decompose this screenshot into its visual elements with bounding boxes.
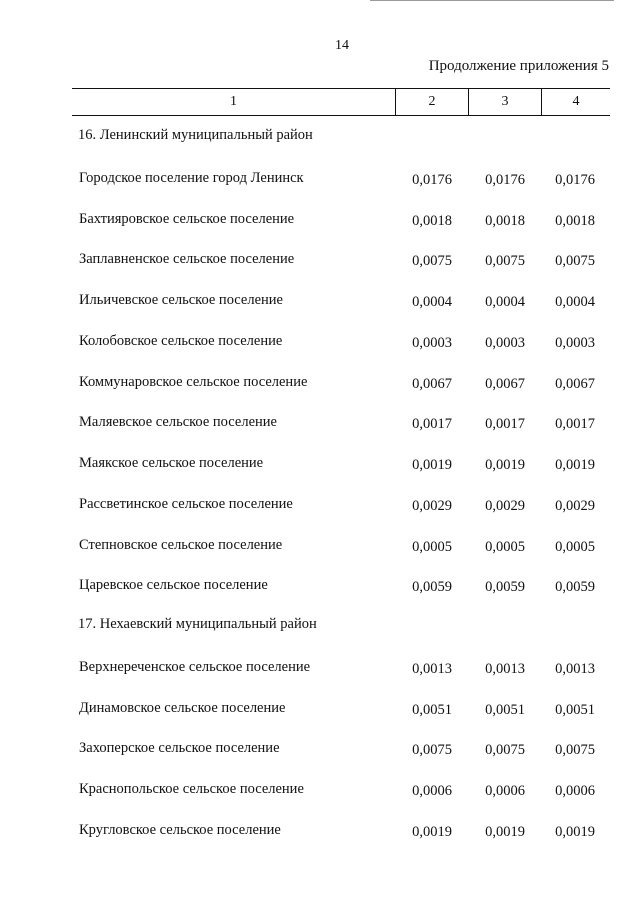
value-col-4: 0,0017: [555, 416, 595, 433]
value-col-2: 0,0176: [412, 171, 452, 188]
table-row: [0, 319, 640, 360]
value-col-4: 0,0006: [555, 783, 595, 799]
value-col-4: 0,0019: [555, 457, 595, 473]
value-col-2: 0,0075: [412, 742, 452, 759]
table-row: [0, 156, 640, 197]
value-col-4: 0,0029: [555, 497, 595, 514]
settlement-name: Краснопольское сельское поселение: [79, 781, 304, 797]
table-row: [0, 808, 640, 849]
page-number: 14: [335, 38, 349, 53]
continuation-label: Продолжение приложения 5: [428, 58, 609, 74]
value-col-4: 0,0176: [555, 171, 595, 188]
table-row: [0, 441, 640, 482]
value-col-4: 0,0004: [555, 294, 595, 310]
district-name: 16. Ленинский муниципальный район: [78, 127, 313, 143]
value-col-3: 0,0075: [485, 253, 525, 270]
settlement-name: Рассветинское сельское поселение: [79, 495, 293, 512]
settlement-name: Царевское сельское поселение: [79, 577, 268, 594]
value-col-2: 0,0075: [412, 253, 452, 270]
table-header: [72, 88, 610, 116]
value-col-2: 0,0059: [412, 579, 452, 596]
value-col-2: 0,0051: [412, 701, 452, 718]
settlement-name: Маляевское сельское поселение: [79, 414, 277, 431]
value-col-4: 0,0075: [555, 742, 595, 759]
value-col-4: 0,0003: [555, 334, 595, 351]
table-row: [0, 400, 640, 441]
settlement-name: Ильичевское сельское поселение: [79, 292, 283, 308]
value-col-3: 0,0004: [485, 294, 525, 310]
value-col-3: 0,0006: [485, 783, 525, 799]
value-col-3: 0,0013: [485, 660, 525, 677]
table-row: [0, 767, 640, 808]
column-header-1: 1: [72, 89, 396, 115]
table-row: [0, 686, 640, 727]
table-row: [0, 726, 640, 767]
value-col-3: 0,0029: [485, 497, 525, 514]
table-row: [0, 360, 640, 401]
table-body: [0, 115, 640, 849]
value-col-2: 0,0005: [412, 538, 452, 555]
value-col-4: 0,0019: [555, 823, 595, 840]
settlement-name: Колобовское сельское поселение: [79, 332, 283, 349]
settlement-name: Коммунаровское сельское поселение: [79, 373, 308, 390]
value-col-3: 0,0067: [485, 375, 525, 392]
value-col-2: 0,0003: [412, 334, 452, 351]
table-row: [0, 523, 640, 564]
table-row: [0, 563, 640, 604]
value-col-4: 0,0067: [555, 375, 595, 392]
settlement-name: Городское поселение город Ленинск: [79, 169, 304, 186]
value-col-2: 0,0067: [412, 375, 452, 392]
top-rule: [370, 0, 614, 1]
value-col-4: 0,0051: [555, 701, 595, 718]
column-header-3: 3: [469, 89, 542, 115]
settlement-name: Верхнереченское сельское поселение: [79, 658, 311, 675]
value-col-4: 0,0005: [555, 538, 595, 555]
table-row: [0, 197, 640, 238]
value-col-3: 0,0059: [485, 579, 525, 596]
value-col-4: 0,0018: [555, 212, 595, 229]
district-heading-row: [0, 604, 640, 645]
value-col-2: 0,0029: [412, 497, 452, 514]
value-col-2: 0,0017: [412, 416, 452, 433]
value-col-3: 0,0075: [485, 742, 525, 759]
table-row: [0, 278, 640, 319]
value-col-3: 0,0051: [485, 701, 525, 718]
value-col-2: 0,0004: [412, 294, 452, 310]
value-col-3: 0,0003: [485, 334, 525, 351]
value-col-3: 0,0017: [485, 416, 525, 433]
table-row: [0, 237, 640, 278]
value-col-3: 0,0176: [485, 171, 525, 188]
value-col-2: 0,0019: [412, 457, 452, 473]
column-header-2: 2: [396, 89, 469, 115]
settlement-name: Бахтияровское сельское поселение: [79, 210, 295, 227]
value-col-4: 0,0013: [555, 660, 595, 677]
value-col-2: 0,0018: [412, 212, 452, 229]
value-col-4: 0,0075: [555, 253, 595, 270]
value-col-2: 0,0006: [412, 783, 452, 799]
value-col-3: 0,0018: [485, 212, 525, 229]
settlement-name: Кругловское сельское поселение: [79, 821, 281, 838]
column-header-4: 4: [572, 94, 580, 109]
value-col-3: 0,0019: [485, 457, 525, 473]
settlement-name: Динамовское сельское поселение: [79, 699, 286, 716]
settlement-name: Захоперское сельское поселение: [79, 740, 280, 757]
settlement-name: Заплавненское сельское поселение: [79, 251, 295, 268]
table-row: [0, 482, 640, 523]
table-row: [0, 645, 640, 686]
value-col-3: 0,0005: [485, 538, 525, 555]
value-col-4: 0,0059: [555, 579, 595, 596]
value-col-2: 0,0013: [412, 660, 452, 677]
district-heading-row: [0, 115, 640, 156]
settlement-name: Маякское сельское поселение: [79, 455, 264, 471]
district-name: 17. Нехаевский муниципальный район: [78, 616, 317, 632]
value-col-2: 0,0019: [412, 823, 452, 840]
value-col-3: 0,0019: [485, 823, 525, 840]
settlement-name: Степновское сельское поселение: [79, 536, 283, 553]
